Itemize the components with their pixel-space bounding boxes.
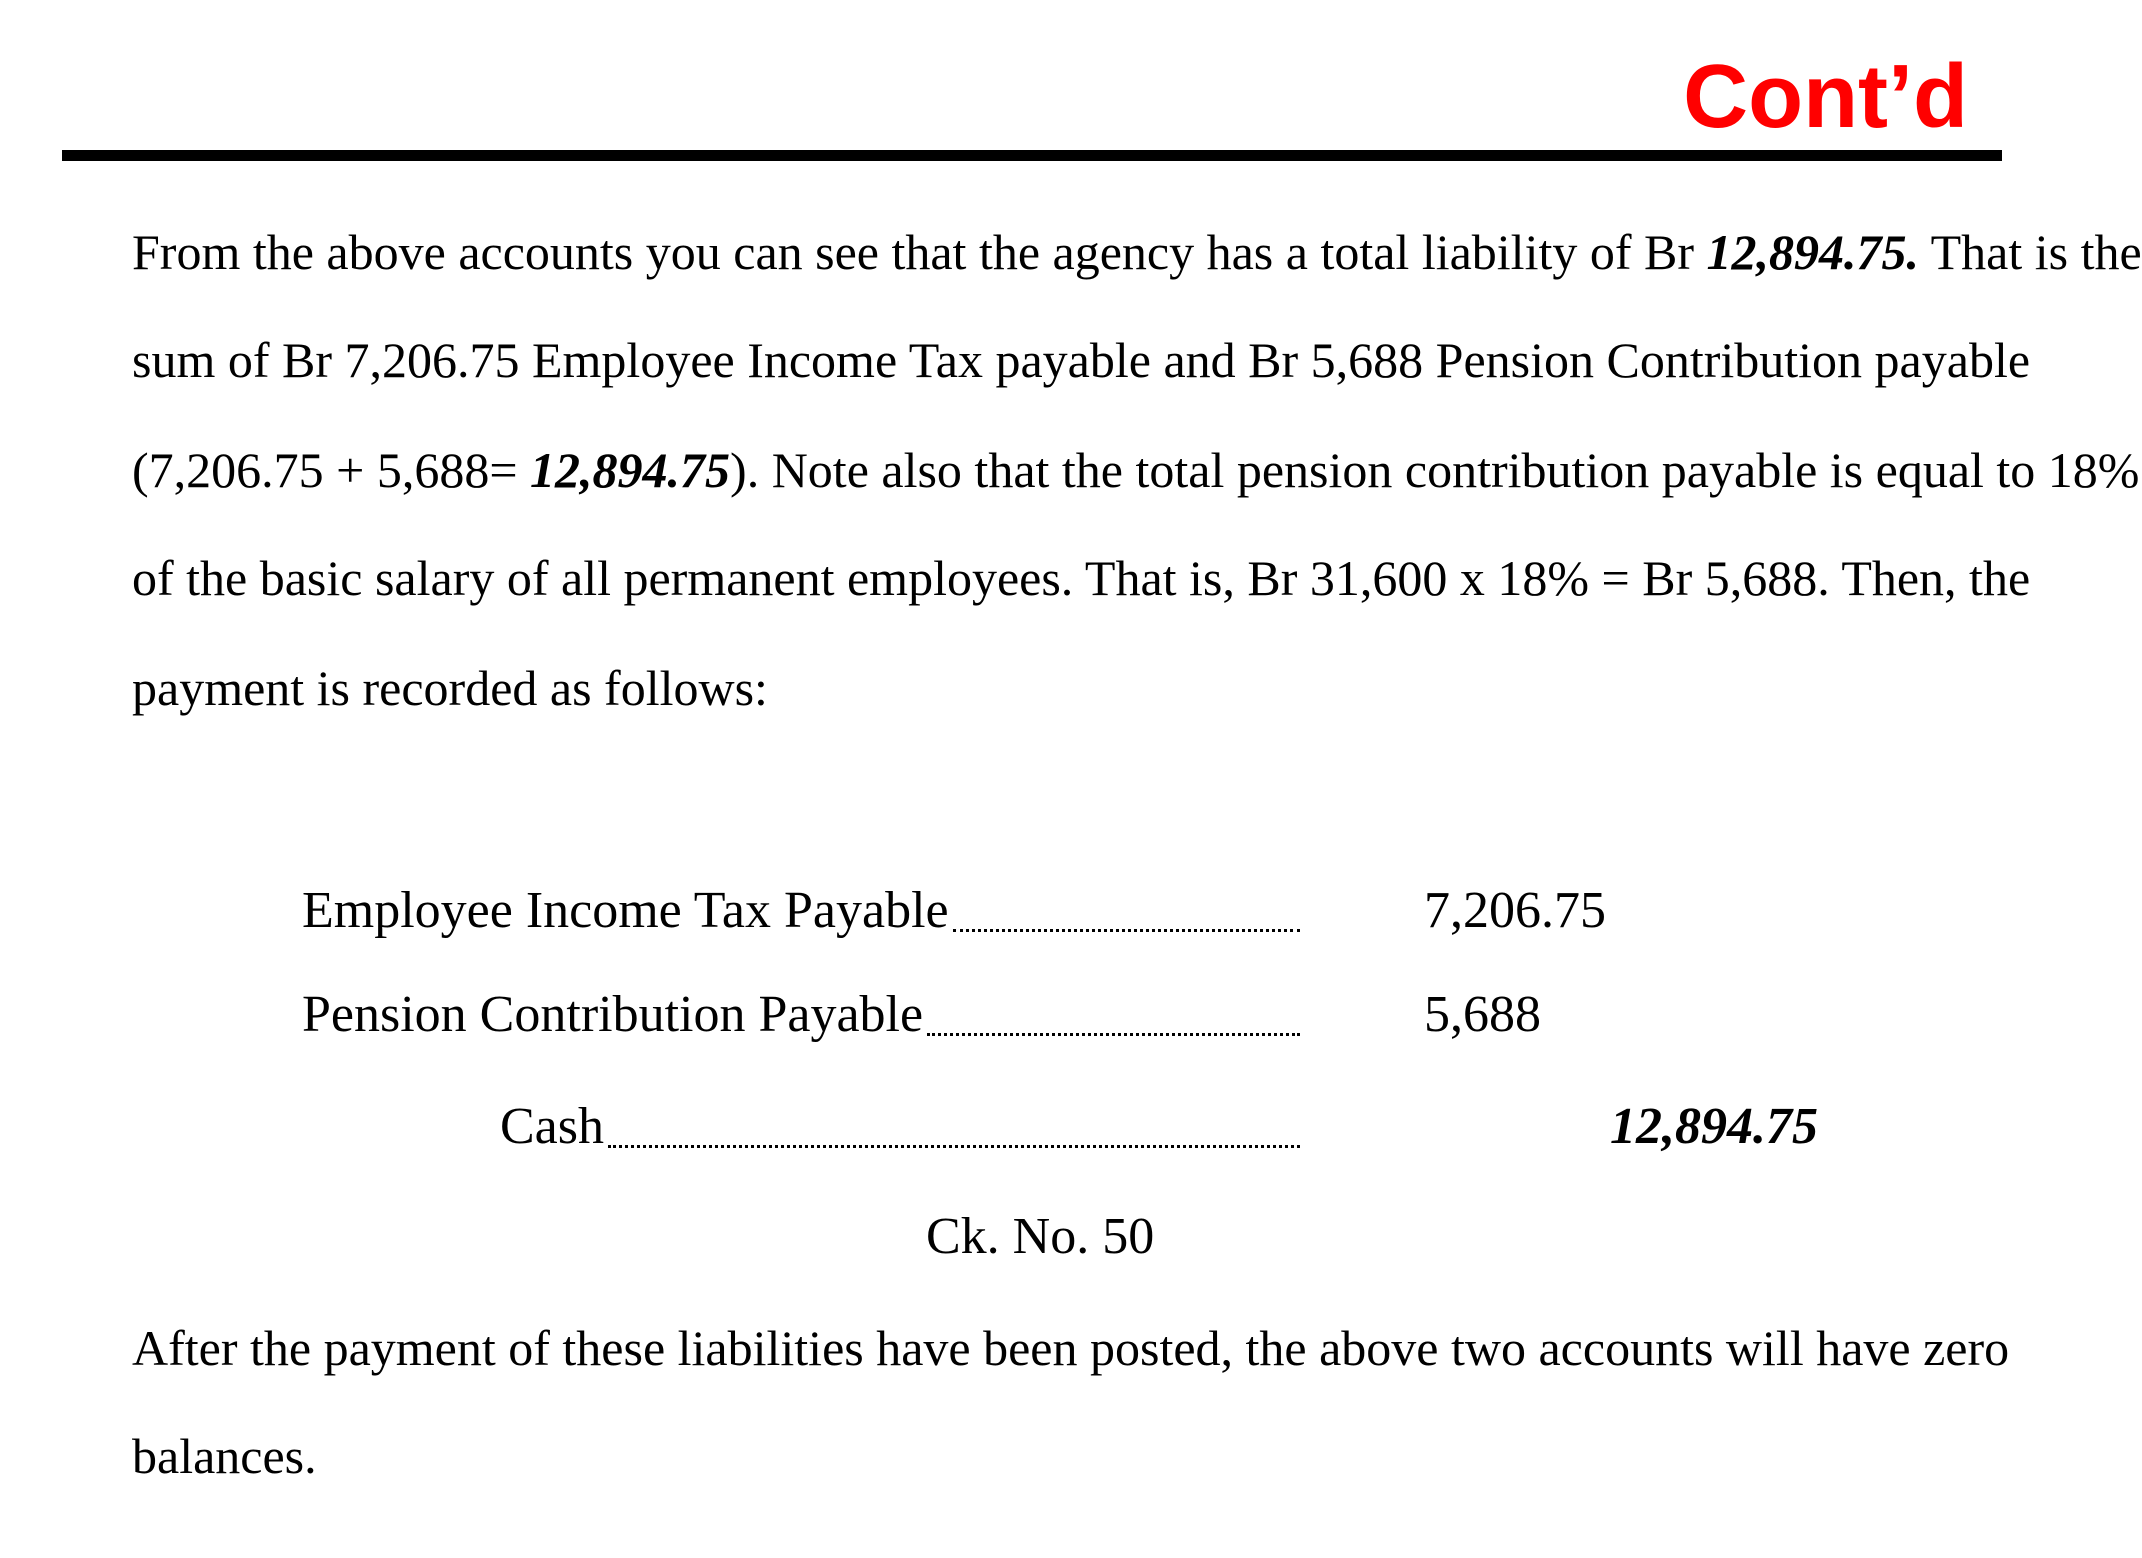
title-divider <box>62 150 2002 161</box>
paragraph-line: of the basic salary of all permanent employees. That is, Br 31,600 x 18% = Br 5,688. Then, the <box>132 550 2031 606</box>
account-label <box>302 980 1300 1050</box>
dot-leader <box>608 1145 1300 1148</box>
sum-emphasis: 12,894.75 <box>530 442 731 498</box>
journal-entry-row <box>0 980 2048 1050</box>
debit-amount: 7,206.75 <box>1424 882 1606 939</box>
text-run: ). Note also that the total pension contribution payable is equal to 18% <box>730 442 2140 498</box>
slide-title: Cont’d <box>1683 47 1968 147</box>
account-name: Cash <box>500 1098 604 1155</box>
paragraph-line: sum of Br 7,206.75 Employee Income Tax payable and Br 5,688 Pension Contribution payable <box>132 332 2031 388</box>
paragraph-line <box>132 440 2140 500</box>
account-label <box>302 876 1300 946</box>
paragraph-line: After the payment of these liabilities have been posted, the above two accounts will have zero <box>132 1320 2010 1376</box>
check-number: Ck. No. 50 <box>926 1208 1155 1265</box>
paragraph-line: balances. <box>132 1428 317 1484</box>
intro-paragraph <box>132 222 2142 742</box>
paragraph-line <box>132 222 2142 282</box>
total-liability-emphasis: 12,894.75. <box>1706 224 1920 280</box>
account-name: Employee Income Tax Payable <box>302 882 949 939</box>
dot-leader <box>927 1033 1300 1036</box>
journal-entry-row <box>0 1092 2048 1162</box>
text-run: From the above accounts you can see that the agency has a total liability of Br <box>132 224 1707 280</box>
debit-amount: 5,688 <box>1424 986 1541 1043</box>
account-name: Pension Contribution Payable <box>302 986 924 1043</box>
credit-amount: 12,894.75 <box>1610 1098 1818 1155</box>
text-run: (7,206.75 + 5,688= <box>132 442 531 498</box>
paragraph-line: payment is recorded as follows: <box>132 660 768 716</box>
account-label <box>500 1092 1300 1162</box>
journal-entry-row <box>0 876 2048 946</box>
text-run: That is the <box>1919 224 2142 280</box>
dot-leader <box>953 929 1300 932</box>
closing-paragraph <box>132 1318 2010 1558</box>
